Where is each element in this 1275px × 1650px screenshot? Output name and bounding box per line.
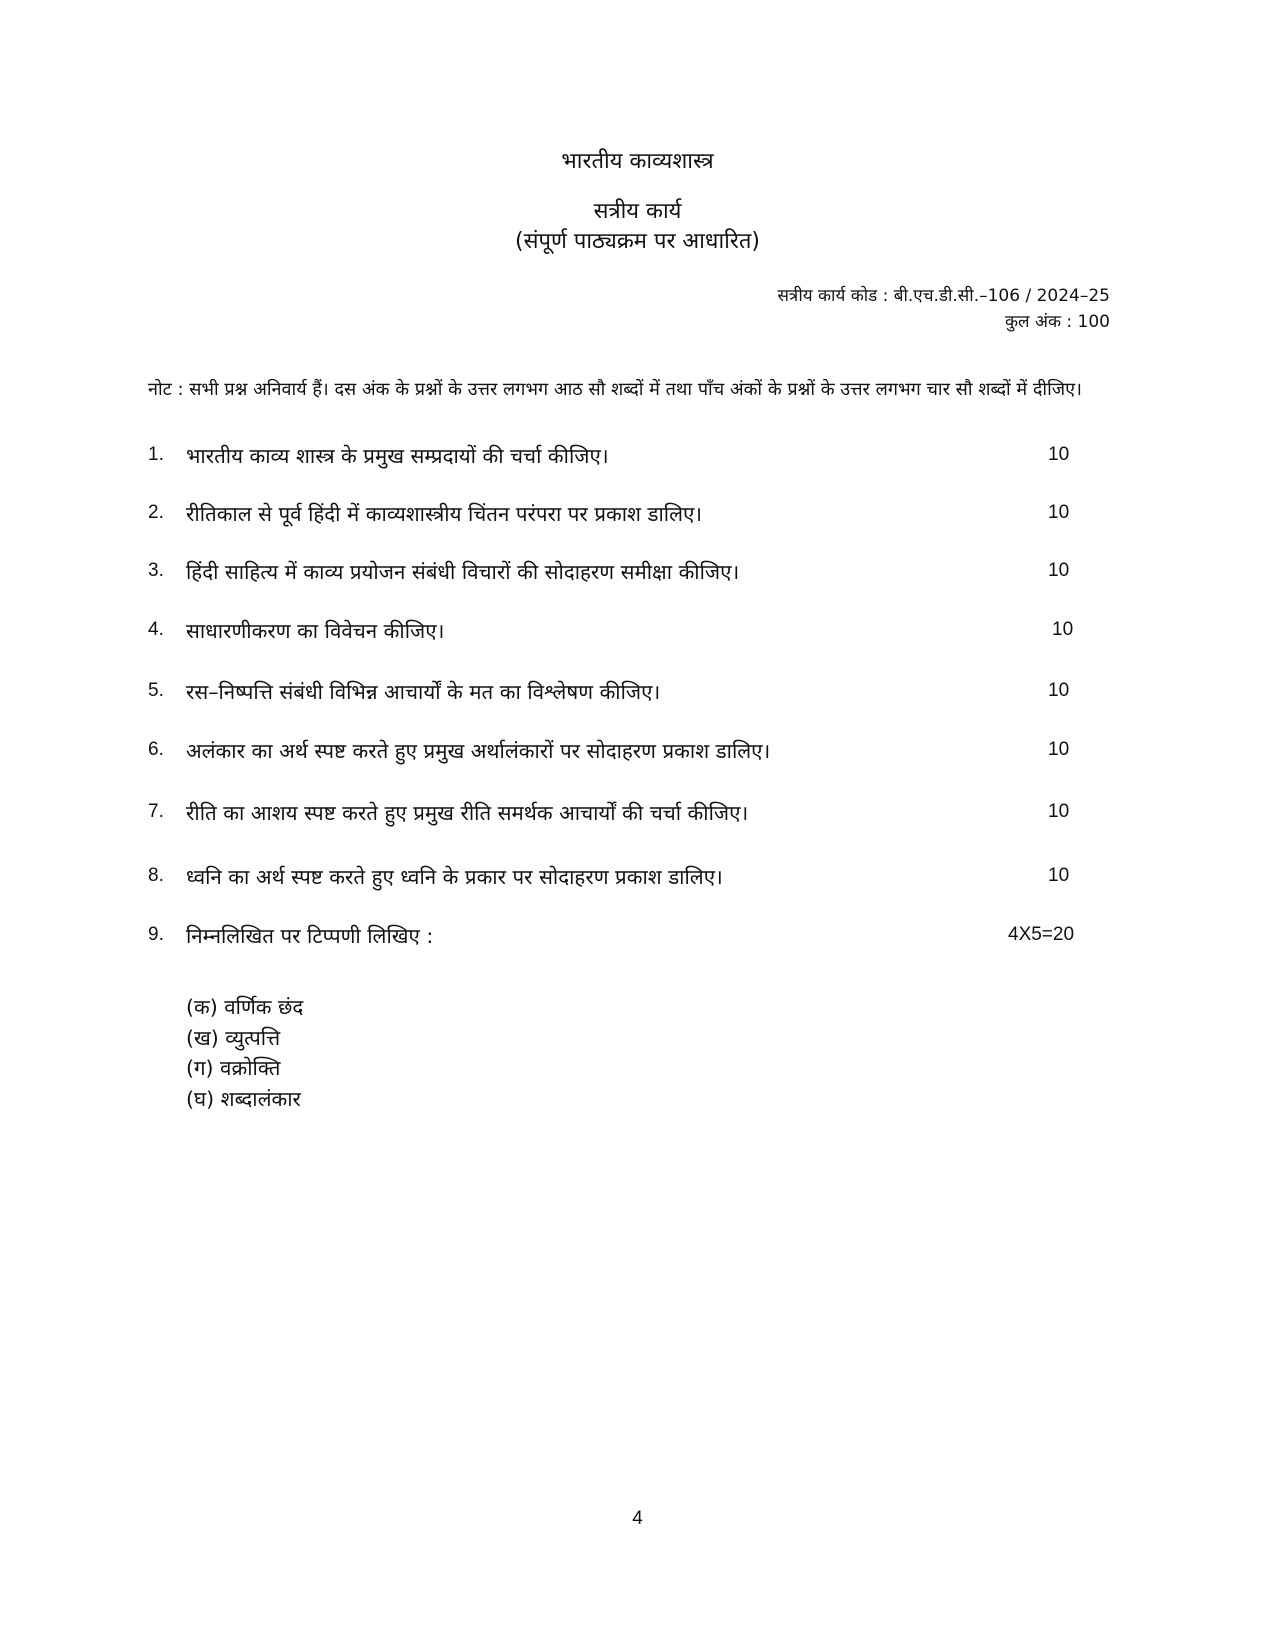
question-9-subitems: [186, 992, 303, 1114]
question-number: 7.: [148, 801, 164, 822]
question-number: 3.: [148, 560, 164, 581]
question-text: निम्नलिखित पर टिप्पणी लिखिए :: [186, 924, 434, 948]
course-title: भारतीय काव्यशास्त्र: [561, 149, 714, 174]
subitem: (क) वर्णिक छंद: [186, 995, 304, 1019]
question-item: [148, 922, 1088, 954]
question-item: [148, 863, 1088, 895]
question-marks: 10: [1048, 444, 1070, 465]
instructions-note: नोट : सभी प्रश्न अनिवार्य हैं। दस अंक के प्रश्नों के उत्तर लगभग आठ सौ शब्दों में तथा पाँच अंकों के प्रश्नों के उत्तर लगभग चार सौ शब्दों में दीजिए।: [148, 379, 1082, 400]
subitem: (ग) वक्रोक्ति: [186, 1056, 281, 1080]
question-text: रीति का आशय स्पष्ट करते हुए प्रमुख रीति समर्थक आचार्यों की चर्चा कीजिए।: [186, 801, 749, 825]
question-number: 6.: [148, 739, 164, 760]
question-item: [148, 678, 1088, 710]
question-text: रीतिकाल से पूर्व हिंदी में काव्यशास्त्रीय चिंतन परंपरा पर प्रकाश डालिए।: [186, 502, 703, 526]
question-marks: 10: [1052, 619, 1074, 640]
question-marks: 10: [1048, 680, 1070, 701]
question-item: [148, 558, 1088, 590]
subitem: (घ) शब्दालंकार: [186, 1086, 301, 1111]
question-number: 9.: [148, 924, 164, 945]
subitem: (ख) व्युत्पत्ति: [186, 1025, 281, 1050]
question-marks: 10: [1048, 560, 1070, 581]
question-marks: 10: [1048, 865, 1070, 886]
question-marks: 10: [1048, 502, 1070, 523]
question-item: [148, 737, 1088, 769]
question-text: हिंदी साहित्य में काव्य प्रयोजन संबंधी विचारों की सोदाहरण समीक्षा कीजिए।: [186, 560, 740, 584]
page-number: 4: [632, 1508, 643, 1529]
assignment-subtitle: (संपूर्ण पाठ्यक्रम पर आधारित): [515, 229, 760, 254]
assignment-title: सत्रीय कार्य: [593, 199, 682, 224]
question-text: ध्वनि का अर्थ स्पष्ट करते हुए ध्वनि के प्रकार पर सोदाहरण प्रकाश डालिए।: [186, 865, 723, 889]
question-text: साधारणीकरण का विवेचन कीजिए।: [186, 619, 445, 643]
question-marks: 10: [1048, 739, 1070, 760]
question-number: 8.: [148, 865, 164, 886]
question-item: [148, 799, 1088, 831]
assignment-code: सत्रीय कार्य कोड : बी.एच.डी.सी.–106 / 2024–25: [777, 286, 1110, 306]
question-marks: 10: [1048, 801, 1070, 822]
question-text: रस–निष्पत्ति संबंधी विभिन्न आचार्यों के मत का विश्लेषण कीजिए।: [186, 680, 661, 704]
question-item: [148, 442, 1088, 474]
question-number: 2.: [148, 502, 164, 523]
question-number: 4.: [148, 619, 164, 640]
question-item: [148, 617, 1088, 649]
question-number: 1.: [148, 444, 164, 465]
question-item: [148, 500, 1088, 532]
total-marks: कुल अंक : 100: [1004, 312, 1110, 332]
question-text: भारतीय काव्य शास्त्र के प्रमुख सम्प्रदायों की चर्चा कीजिए।: [186, 444, 609, 468]
question-text: अलंकार का अर्थ स्पष्ट करते हुए प्रमुख अर्थालंकारों पर सोदाहरण प्रकाश डालिए।: [186, 739, 771, 763]
question-number: 5.: [148, 680, 164, 701]
question-marks: 4X5=20: [1008, 924, 1075, 945]
